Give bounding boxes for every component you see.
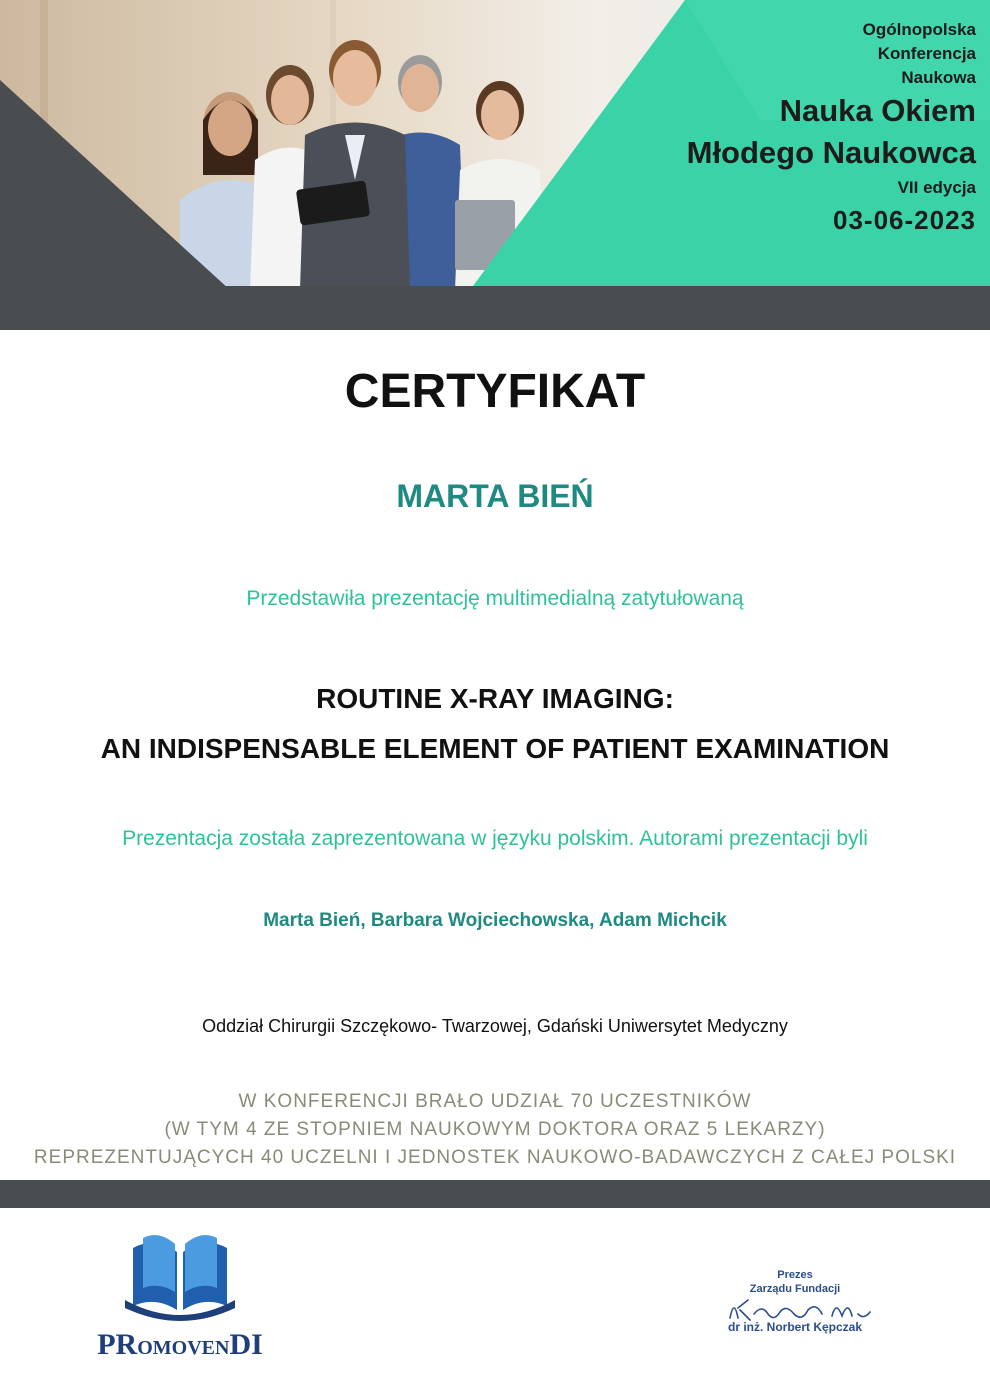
conference-name-line-2: Młodego Naukowca [686, 135, 976, 170]
conference-stats [0, 1088, 990, 1172]
conference-edition: VII edycja [897, 178, 976, 197]
stats-line-2: (W TYM 4 ZE STOPNIEM NAUKOWYM DOKTORA ORAZ 5 LEKARZY) [164, 1119, 826, 1140]
presentation-title-line-1: ROUTINE X-RAY IMAGING: [316, 683, 674, 714]
conference-name-line-1: Nauka Okiem [779, 93, 976, 128]
conference-info [556, 18, 976, 240]
presentation-intro: Przedstawiła prezentację multimedialną zatytułowaną [246, 587, 744, 610]
footer-divider-bar [0, 1180, 990, 1208]
presentation-title [0, 674, 990, 774]
presentation-title-line-2: AN INDISPENSABLE ELEMENT OF PATIENT EXAMINATION [100, 733, 890, 764]
recipient-name: MARTA BIEŃ [396, 478, 594, 514]
conference-line-3: Naukowa [901, 68, 976, 87]
signature-block [700, 1268, 890, 1348]
conference-line-2: Konferencja [877, 44, 976, 63]
signature-name: dr inż. Norbert Kępczak [727, 1320, 863, 1334]
affiliation: Oddział Chirurgii Szczękowo- Twarzowej, Gdański Uniwersytet Medyczny [202, 1016, 788, 1036]
header-divider-bar [0, 286, 990, 330]
authors-list: Marta Bień, Barbara Wojciechowska, Adam Michcik [263, 910, 727, 931]
language-note: Prezentacja została zaprezentowana w języku polskim. Autorami prezentacji byli [122, 827, 868, 850]
header-banner [0, 0, 990, 330]
conference-date: 03-06-2023 [833, 205, 976, 235]
stats-line-1: W KONFERENCJI BRAŁO UDZIAŁ 70 UCZESTNIKÓW [238, 1091, 752, 1112]
conference-line-1: Ogólnopolska [862, 20, 976, 39]
stats-line-3: REPREZENTUJĄCYCH 40 UCZELNI I JEDNOSTEK NAUKOWO-BADAWCZYCH Z CAŁEJ POLSKI [33, 1147, 957, 1168]
signature-role-line-1: Prezes [777, 1269, 813, 1281]
certificate-title: CERTYFIKAT [344, 365, 646, 418]
open-book-icon [125, 1230, 235, 1326]
logo-text: PROMOVENDI [97, 1328, 263, 1361]
signature-role-line-2: Zarządu Fundacji [749, 1283, 841, 1295]
promovendi-logo [80, 1230, 280, 1370]
